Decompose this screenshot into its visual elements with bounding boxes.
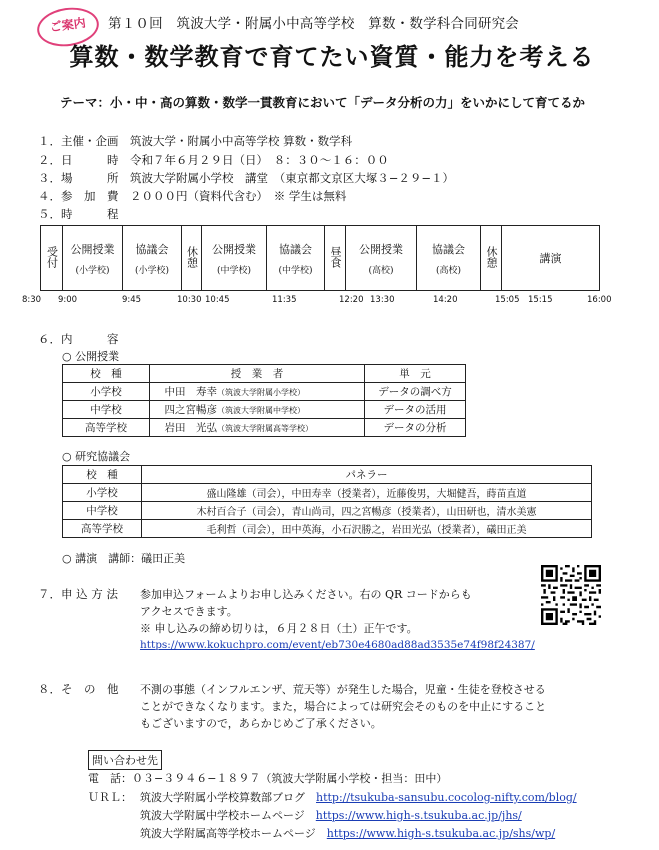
unit-cell: データの分析 [365,419,466,437]
panel-cell: 木村百合子（司会），青山尚司，四之宮暢彦（授業者），山田研也，清水美憲 [142,502,592,520]
info-value: 筑波大学附属小学校 講堂 （東京都文京区大塚３−２９−１） [130,171,455,185]
schedule-cell-discussion-elementary: 協議会 (小学校) [123,226,182,291]
info-row-datetime [38,152,389,168]
schedule-cell-lunch: 昼食 [325,226,346,291]
schedule-cell-open-class-junior: 公開授業 (中学校) [202,226,267,291]
panel-cell: 毛利哲（司会），田中英海，小石沢勝之，岩田光弘（授業者），礒田正美 [142,520,592,538]
theme: テーマ：小・中・高の算数・数学一貫教育において「データ分析の力」をいかにして育てるか [60,95,586,110]
panel-cell: 盛山隆雄（司会），中田寿幸（授業者），近藤俊男，大堀健吾，蒔苗直道 [142,484,592,502]
application-line: アクセスできます。 [140,605,238,618]
schedule-cell-discussion-high: 協議会 (高校) [417,226,481,291]
application-line: 参加申込フォームよりお申し込みください。右の QR コードからも [140,588,472,601]
schedule-cell-reception: 受付 [41,226,63,291]
unit-cell: データの調べ方 [365,383,466,401]
application-body [140,586,535,654]
time-tick: 12:20 [339,295,364,305]
schedule-cell-open-class-elementary: 公開授業 (小学校) [63,226,123,291]
qr-code[interactable] [541,565,601,625]
time-tick: 8:30 [22,295,42,305]
time-tick: 10:30 [177,295,202,305]
contact-phone: 電 話：０３−３９４６−１８９７（筑波大学附属小学校・担当：田中） [88,772,448,785]
guide-badge: ご案内 [35,4,102,50]
contact-heading: 問い合わせ先 [88,750,162,770]
schedule-cell-break: 休憩 [182,226,202,291]
schedule-cell-discussion-junior: 協議会 (中学校) [267,226,325,291]
unit-cell: データの活用 [365,401,466,419]
application-link[interactable]: https://www.kokuchpro.com/event/eb730e4680ad88ad3535e74f98f24387/ [140,639,535,651]
header-line: 第１０回 筑波大学・附属小中高等学校 算数・数学科合同研究会 [108,16,519,32]
open-class-heading: ○ 公開授業 [62,350,120,363]
time-tick: 15:15 [528,295,553,305]
time-tick: 13:30 [370,295,395,305]
main-title: 算数・数学教育で育てたい資質・能力を考える [69,43,595,71]
info-row-venue [38,170,454,186]
contact-url-label: ＵＲＬ： [88,791,132,804]
info-value: 令和７年６月２９日（日） ８：３０〜１６：００ [130,153,389,167]
info-value: 筑波大学・附属小中高等学校 算数・数学科 [130,134,353,148]
teacher-cell: 中田 寿幸（筑波大学附属小学校） [150,383,365,401]
time-tick: 9:00 [58,295,78,305]
info-label: 日 時 [61,153,119,167]
table-row [63,502,592,520]
research-table [62,465,592,538]
link-row: 筑波大学附属小学校算数部ブログ http://tsukuba-sansubu.cocolog-nifty.com/blog/ [140,791,577,804]
time-tick: 16:00 [587,295,612,305]
schedule-cell-open-class-high: 公開授業 (高校) [346,226,417,291]
time-tick: 9:45 [122,295,142,305]
teacher-cell: 岩田 光弘（筑波大学附属高等学校） [150,419,365,437]
schedule-cell-lecture: 講演 [502,226,600,291]
col-header: 単 元 [365,365,466,383]
school-cell: 中学校 [63,502,142,520]
time-tick: 14:20 [433,295,458,305]
info-num: ３． [38,171,61,185]
school-cell: 小学校 [63,484,142,502]
table-row [63,520,592,538]
school-cell: 高等学校 [63,520,142,538]
blog-link[interactable]: http://tsukuba-sansubu.cocolog-nifty.com/blog/ [316,791,577,804]
info-num: ２． [38,153,61,167]
table-row [63,383,466,401]
info-label: 場 所 [61,171,119,185]
school-cell: 中学校 [63,401,150,419]
other-line: ことができなくなります。また，場合によっては研究会そのものを中止にすること [140,700,547,713]
col-header: 授 業 者 [150,365,365,383]
research-heading: ○ 研究協議会 [62,450,131,463]
info-label: 参 加 費 [61,189,119,203]
table-row [63,484,592,502]
link-row: 筑波大学附属高等学校ホームページ https://www.high-s.tsukuba.ac.jp/shs/wp/ [140,827,556,840]
col-header: 校 種 [63,466,142,484]
other-line: もございますので，あらかじめご了承ください。 [140,717,382,730]
schedule-cell-break-2: 休憩 [481,226,502,291]
info-row-organizer [38,133,352,149]
other-label: ８．そ の 他 [38,682,119,696]
school-cell: 小学校 [63,383,150,401]
junior-high-link[interactable]: https://www.high-s.tsukuba.ac.jp/jhs/ [315,809,522,822]
info-num: ４． [38,189,61,203]
schedule-table [40,225,600,291]
application-label: ７．申 込 方 法 [38,587,118,601]
time-tick: 10:45 [205,295,230,305]
info-row-schedule [38,206,119,222]
info-value: ２０００円（資料代含む） ※ 学生は無料 [130,189,347,203]
time-tick: 15:05 [495,295,520,305]
open-class-table [62,364,466,437]
high-school-link[interactable]: https://www.high-s.tsukuba.ac.jp/shs/wp/ [326,827,556,840]
col-header: 校 種 [63,365,150,383]
link-row: 筑波大学附属中学校ホームページ https://www.high-s.tsukuba.ac.jp/jhs/ [140,809,522,822]
other-body [140,681,546,732]
table-row [63,419,466,437]
info-label: 主催・企画 [61,134,119,148]
col-header: パネラー [142,466,592,484]
lecture-line: ○ 講演 講師：礒田正美 [62,552,186,565]
application-deadline: ※ 申し込みの締め切りは，６月２８日（土）正午です。 [140,622,418,635]
time-tick: 11:35 [272,295,297,305]
other-line: 不測の事態（インフルエンザ、荒天等）が発生した場合，児童・生徒を登校させる [140,683,546,696]
teacher-cell: 四之宮暢彦（筑波大学附属中学校） [150,401,365,419]
info-row-fee [38,188,346,204]
info-label: 時 程 [61,207,119,221]
contents-heading: ６．内 容 [38,332,119,346]
info-num: １． [38,134,61,148]
contact-links [140,789,577,843]
info-num: ５． [38,207,61,221]
table-row [63,401,466,419]
school-cell: 高等学校 [63,419,150,437]
